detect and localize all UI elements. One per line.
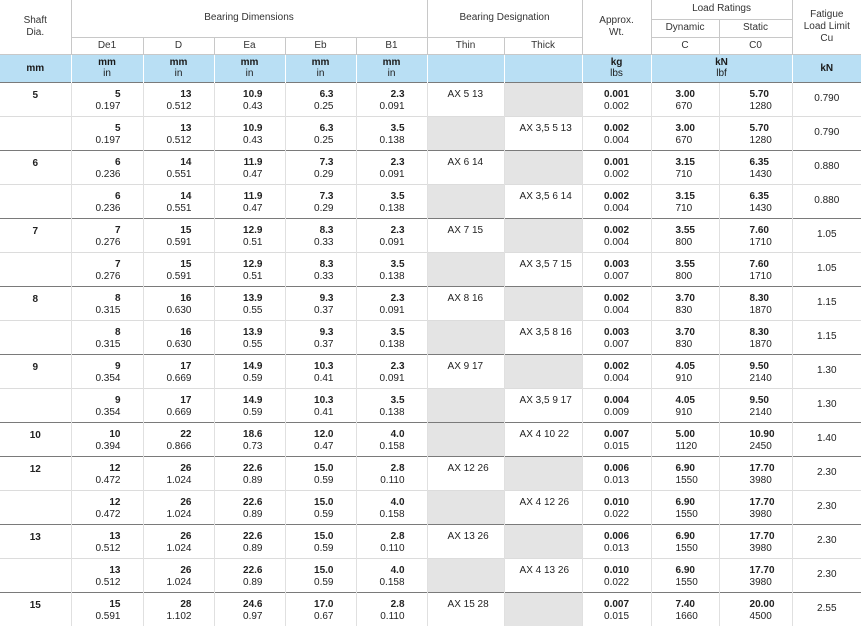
static-header: Static bbox=[719, 19, 792, 37]
cell-b1: 2.8 0.110 bbox=[356, 524, 427, 558]
cell-thick bbox=[504, 82, 582, 116]
cell-weight: 0.006 0.013 bbox=[582, 456, 651, 490]
cell-weight: 0.006 0.013 bbox=[582, 524, 651, 558]
cell-b1: 4.0 0.158 bbox=[356, 422, 427, 456]
table-row bbox=[0, 184, 861, 218]
cell-fatigue: 2.30 bbox=[792, 524, 861, 558]
cell-b1: 4.0 0.158 bbox=[356, 490, 427, 524]
cell-weight: 0.001 0.002 bbox=[582, 150, 651, 184]
cell-static: 6.35 1430 bbox=[719, 150, 792, 184]
cell-d: 26 1.024 bbox=[143, 524, 214, 558]
cell-b1: 3.5 0.138 bbox=[356, 320, 427, 354]
cell-fatigue: 1.15 bbox=[792, 320, 861, 354]
cell-ea: 22.6 0.89 bbox=[214, 490, 285, 524]
cell-dynamic: 6.90 1550 bbox=[651, 524, 719, 558]
unit-wt: kg lbs bbox=[582, 54, 651, 82]
cell-dynamic: 6.90 1550 bbox=[651, 490, 719, 524]
cell-de1: 7 0.276 bbox=[71, 218, 143, 252]
cell-weight: 0.002 0.004 bbox=[582, 354, 651, 388]
cell-d: 14 0.551 bbox=[143, 150, 214, 184]
col-b1: B1 bbox=[356, 37, 427, 54]
cell-dynamic: 3.15 710 bbox=[651, 150, 719, 184]
col-thin: Thin bbox=[427, 37, 504, 54]
cell-b1: 2.8 0.110 bbox=[356, 456, 427, 490]
table-row bbox=[0, 558, 861, 592]
cell-shaft: 12 bbox=[0, 456, 71, 490]
cell-weight: 0.007 0.015 bbox=[582, 592, 651, 626]
cell-b1: 3.5 0.138 bbox=[356, 252, 427, 286]
cell-thick: AX 4 13 26 bbox=[504, 558, 582, 592]
unit-eb: mm in bbox=[285, 54, 356, 82]
cell-weight: 0.010 0.022 bbox=[582, 490, 651, 524]
cell-eb: 8.3 0.33 bbox=[285, 252, 356, 286]
cell-fatigue: 1.30 bbox=[792, 388, 861, 422]
cell-thick: AX 3,5 8 16 bbox=[504, 320, 582, 354]
cell-d: 13 0.512 bbox=[143, 82, 214, 116]
cell-de1: 9 0.354 bbox=[71, 388, 143, 422]
cell-thin: AX 15 28 bbox=[427, 592, 504, 626]
cell-ea: 24.6 0.97 bbox=[214, 592, 285, 626]
cell-b1: 3.5 0.138 bbox=[356, 184, 427, 218]
cell-static: 10.90 2450 bbox=[719, 422, 792, 456]
table-row bbox=[0, 252, 861, 286]
shaft-header: Shaft Dia. bbox=[0, 0, 71, 54]
cell-static: 6.35 1430 bbox=[719, 184, 792, 218]
unit-shaft: mm bbox=[0, 54, 71, 82]
cell-static: 9.50 2140 bbox=[719, 354, 792, 388]
unit-load: kN lbf bbox=[651, 54, 792, 82]
cell-thin bbox=[427, 422, 504, 456]
cell-thick: AX 3,5 7 15 bbox=[504, 252, 582, 286]
cell-shaft bbox=[0, 388, 71, 422]
cell-thin bbox=[427, 388, 504, 422]
cell-fatigue: 0.790 bbox=[792, 82, 861, 116]
cell-de1: 8 0.315 bbox=[71, 320, 143, 354]
table-row bbox=[0, 456, 861, 490]
cell-eb: 8.3 0.33 bbox=[285, 218, 356, 252]
cell-fatigue: 0.790 bbox=[792, 116, 861, 150]
table-row bbox=[0, 116, 861, 150]
cell-ea: 22.6 0.89 bbox=[214, 524, 285, 558]
cell-eb: 7.3 0.29 bbox=[285, 184, 356, 218]
cell-static: 7.60 1710 bbox=[719, 252, 792, 286]
cell-shaft: 10 bbox=[0, 422, 71, 456]
approx-wt-header: Approx. Wt. bbox=[582, 0, 651, 54]
cell-de1: 5 0.197 bbox=[71, 82, 143, 116]
cell-weight: 0.002 0.004 bbox=[582, 184, 651, 218]
cell-d: 15 0.591 bbox=[143, 218, 214, 252]
table-row bbox=[0, 524, 861, 558]
cell-b1: 4.0 0.158 bbox=[356, 558, 427, 592]
col-thick: Thick bbox=[504, 37, 582, 54]
cell-eb: 15.0 0.59 bbox=[285, 490, 356, 524]
cell-fatigue: 1.05 bbox=[792, 252, 861, 286]
table-row bbox=[0, 354, 861, 388]
cell-d: 16 0.630 bbox=[143, 320, 214, 354]
cell-thick: AX 3,5 9 17 bbox=[504, 388, 582, 422]
cell-d: 16 0.630 bbox=[143, 286, 214, 320]
col-c0: C0 bbox=[719, 37, 792, 54]
cell-d: 26 1.024 bbox=[143, 456, 214, 490]
cell-eb: 7.3 0.29 bbox=[285, 150, 356, 184]
cell-shaft bbox=[0, 558, 71, 592]
cell-thick bbox=[504, 354, 582, 388]
cell-dynamic: 3.00 670 bbox=[651, 116, 719, 150]
cell-thin: AX 7 15 bbox=[427, 218, 504, 252]
cell-thick: AX 3,5 6 14 bbox=[504, 184, 582, 218]
table-row bbox=[0, 218, 861, 252]
cell-dynamic: 3.70 830 bbox=[651, 286, 719, 320]
cell-thick bbox=[504, 286, 582, 320]
cell-static: 8.30 1870 bbox=[719, 286, 792, 320]
cell-fatigue: 2.30 bbox=[792, 558, 861, 592]
cell-thick: AX 4 10 22 bbox=[504, 422, 582, 456]
cell-thin bbox=[427, 490, 504, 524]
cell-fatigue: 1.30 bbox=[792, 354, 861, 388]
cell-static: 17.70 3980 bbox=[719, 558, 792, 592]
cell-ea: 22.6 0.89 bbox=[214, 456, 285, 490]
table-row bbox=[0, 422, 861, 456]
cell-fatigue: 1.40 bbox=[792, 422, 861, 456]
cell-dynamic: 7.40 1660 bbox=[651, 592, 719, 626]
col-eb: Eb bbox=[285, 37, 356, 54]
cell-eb: 15.0 0.59 bbox=[285, 558, 356, 592]
cell-shaft: 15 bbox=[0, 592, 71, 626]
cell-thin: AX 6 14 bbox=[427, 150, 504, 184]
unit-fatigue: kN bbox=[792, 54, 861, 82]
cell-ea: 14.9 0.59 bbox=[214, 388, 285, 422]
table-row bbox=[0, 82, 861, 116]
cell-eb: 10.3 0.41 bbox=[285, 354, 356, 388]
cell-dynamic: 6.90 1550 bbox=[651, 456, 719, 490]
cell-weight: 0.002 0.004 bbox=[582, 286, 651, 320]
cell-shaft: 5 bbox=[0, 82, 71, 116]
cell-weight: 0.002 0.004 bbox=[582, 116, 651, 150]
cell-dynamic: 4.05 910 bbox=[651, 354, 719, 388]
cell-dynamic: 3.15 710 bbox=[651, 184, 719, 218]
table-row bbox=[0, 490, 861, 524]
cell-d: 26 1.024 bbox=[143, 490, 214, 524]
col-d: D bbox=[143, 37, 214, 54]
cell-weight: 0.004 0.009 bbox=[582, 388, 651, 422]
cell-de1: 13 0.512 bbox=[71, 558, 143, 592]
cell-weight: 0.002 0.004 bbox=[582, 218, 651, 252]
cell-eb: 15.0 0.59 bbox=[285, 524, 356, 558]
bearing-designation-header: Bearing Designation bbox=[427, 0, 582, 37]
cell-d: 17 0.669 bbox=[143, 354, 214, 388]
cell-d: 15 0.591 bbox=[143, 252, 214, 286]
cell-ea: 18.6 0.73 bbox=[214, 422, 285, 456]
cell-b1: 2.3 0.091 bbox=[356, 354, 427, 388]
cell-thin bbox=[427, 320, 504, 354]
col-c: C bbox=[651, 37, 719, 54]
cell-ea: 13.9 0.55 bbox=[214, 286, 285, 320]
cell-static: 17.70 3980 bbox=[719, 456, 792, 490]
cell-fatigue: 2.30 bbox=[792, 490, 861, 524]
cell-d: 22 0.866 bbox=[143, 422, 214, 456]
cell-thin bbox=[427, 116, 504, 150]
cell-ea: 10.9 0.43 bbox=[214, 116, 285, 150]
cell-fatigue: 0.880 bbox=[792, 150, 861, 184]
cell-thick bbox=[504, 592, 582, 626]
cell-static: 5.70 1280 bbox=[719, 82, 792, 116]
table-row bbox=[0, 320, 861, 354]
cell-de1: 10 0.394 bbox=[71, 422, 143, 456]
cell-weight: 0.003 0.007 bbox=[582, 320, 651, 354]
cell-b1: 3.5 0.138 bbox=[356, 388, 427, 422]
unit-d: mm in bbox=[143, 54, 214, 82]
cell-weight: 0.001 0.002 bbox=[582, 82, 651, 116]
unit-ea: mm in bbox=[214, 54, 285, 82]
load-ratings-header: Load Ratings bbox=[651, 0, 792, 19]
cell-eb: 10.3 0.41 bbox=[285, 388, 356, 422]
cell-shaft bbox=[0, 320, 71, 354]
table-row bbox=[0, 150, 861, 184]
cell-de1: 12 0.472 bbox=[71, 490, 143, 524]
cell-d: 17 0.669 bbox=[143, 388, 214, 422]
cell-fatigue: 2.30 bbox=[792, 456, 861, 490]
units-row bbox=[0, 54, 861, 82]
cell-ea: 10.9 0.43 bbox=[214, 82, 285, 116]
cell-thin bbox=[427, 558, 504, 592]
cell-static: 7.60 1710 bbox=[719, 218, 792, 252]
cell-weight: 0.010 0.022 bbox=[582, 558, 651, 592]
cell-shaft: 13 bbox=[0, 524, 71, 558]
cell-de1: 7 0.276 bbox=[71, 252, 143, 286]
cell-thin: AX 9 17 bbox=[427, 354, 504, 388]
cell-weight: 0.003 0.007 bbox=[582, 252, 651, 286]
cell-de1: 6 0.236 bbox=[71, 184, 143, 218]
cell-dynamic: 3.55 800 bbox=[651, 218, 719, 252]
cell-eb: 9.3 0.37 bbox=[285, 320, 356, 354]
cell-shaft bbox=[0, 184, 71, 218]
cell-fatigue: 1.05 bbox=[792, 218, 861, 252]
cell-eb: 15.0 0.59 bbox=[285, 456, 356, 490]
cell-eb: 9.3 0.37 bbox=[285, 286, 356, 320]
unit-b1: mm in bbox=[356, 54, 427, 82]
col-de1: De1 bbox=[71, 37, 143, 54]
cell-thick bbox=[504, 218, 582, 252]
cell-b1: 3.5 0.138 bbox=[356, 116, 427, 150]
cell-eb: 12.0 0.47 bbox=[285, 422, 356, 456]
cell-thick bbox=[504, 524, 582, 558]
table-row bbox=[0, 592, 861, 626]
cell-dynamic: 3.55 800 bbox=[651, 252, 719, 286]
cell-thick bbox=[504, 456, 582, 490]
cell-ea: 22.6 0.89 bbox=[214, 558, 285, 592]
cell-thin: AX 8 16 bbox=[427, 286, 504, 320]
cell-b1: 2.3 0.091 bbox=[356, 286, 427, 320]
cell-b1: 2.3 0.091 bbox=[356, 82, 427, 116]
cell-shaft bbox=[0, 490, 71, 524]
cell-ea: 12.9 0.51 bbox=[214, 252, 285, 286]
cell-static: 8.30 1870 bbox=[719, 320, 792, 354]
cell-eb: 6.3 0.25 bbox=[285, 116, 356, 150]
cell-ea: 12.9 0.51 bbox=[214, 218, 285, 252]
cell-ea: 11.9 0.47 bbox=[214, 150, 285, 184]
cell-d: 26 1.024 bbox=[143, 558, 214, 592]
cell-thin: AX 12 26 bbox=[427, 456, 504, 490]
cell-dynamic: 3.00 670 bbox=[651, 82, 719, 116]
cell-b1: 2.8 0.110 bbox=[356, 592, 427, 626]
cell-eb: 6.3 0.25 bbox=[285, 82, 356, 116]
cell-shaft: 8 bbox=[0, 286, 71, 320]
unit-de1: mm in bbox=[71, 54, 143, 82]
cell-de1: 6 0.236 bbox=[71, 150, 143, 184]
cell-d: 14 0.551 bbox=[143, 184, 214, 218]
cell-shaft: 6 bbox=[0, 150, 71, 184]
col-ea: Ea bbox=[214, 37, 285, 54]
cell-ea: 13.9 0.55 bbox=[214, 320, 285, 354]
cell-static: 17.70 3980 bbox=[719, 490, 792, 524]
cell-fatigue: 1.15 bbox=[792, 286, 861, 320]
cell-de1: 15 0.591 bbox=[71, 592, 143, 626]
cell-ea: 14.9 0.59 bbox=[214, 354, 285, 388]
cell-dynamic: 4.05 910 bbox=[651, 388, 719, 422]
cell-thin bbox=[427, 252, 504, 286]
dynamic-header: Dynamic bbox=[651, 19, 719, 37]
cell-de1: 8 0.315 bbox=[71, 286, 143, 320]
cell-weight: 0.007 0.015 bbox=[582, 422, 651, 456]
cell-dynamic: 3.70 830 bbox=[651, 320, 719, 354]
cell-static: 20.00 4500 bbox=[719, 592, 792, 626]
cell-static: 5.70 1280 bbox=[719, 116, 792, 150]
cell-b1: 2.3 0.091 bbox=[356, 150, 427, 184]
cell-ea: 11.9 0.47 bbox=[214, 184, 285, 218]
cell-dynamic: 6.90 1550 bbox=[651, 558, 719, 592]
cell-de1: 12 0.472 bbox=[71, 456, 143, 490]
cell-fatigue: 2.55 bbox=[792, 592, 861, 626]
fatigue-header: Fatigue Load Limit Cu bbox=[792, 0, 861, 54]
cell-d: 28 1.102 bbox=[143, 592, 214, 626]
table-row bbox=[0, 388, 861, 422]
cell-static: 9.50 2140 bbox=[719, 388, 792, 422]
cell-shaft: 9 bbox=[0, 354, 71, 388]
cell-de1: 13 0.512 bbox=[71, 524, 143, 558]
cell-thick: AX 3,5 5 13 bbox=[504, 116, 582, 150]
cell-thin bbox=[427, 184, 504, 218]
cell-eb: 17.0 0.67 bbox=[285, 592, 356, 626]
cell-dynamic: 5.00 1120 bbox=[651, 422, 719, 456]
unit-thin bbox=[427, 54, 504, 82]
cell-thin: AX 13 26 bbox=[427, 524, 504, 558]
cell-thin: AX 5 13 bbox=[427, 82, 504, 116]
cell-d: 13 0.512 bbox=[143, 116, 214, 150]
table-row bbox=[0, 286, 861, 320]
cell-shaft bbox=[0, 252, 71, 286]
cell-de1: 5 0.197 bbox=[71, 116, 143, 150]
cell-shaft: 7 bbox=[0, 218, 71, 252]
cell-de1: 9 0.354 bbox=[71, 354, 143, 388]
unit-thick bbox=[504, 54, 582, 82]
cell-b1: 2.3 0.091 bbox=[356, 218, 427, 252]
cell-fatigue: 0.880 bbox=[792, 184, 861, 218]
cell-thick: AX 4 12 26 bbox=[504, 490, 582, 524]
bearing-dimensions-header: Bearing Dimensions bbox=[71, 0, 427, 37]
cell-shaft bbox=[0, 116, 71, 150]
cell-static: 17.70 3980 bbox=[719, 524, 792, 558]
cell-thick bbox=[504, 150, 582, 184]
